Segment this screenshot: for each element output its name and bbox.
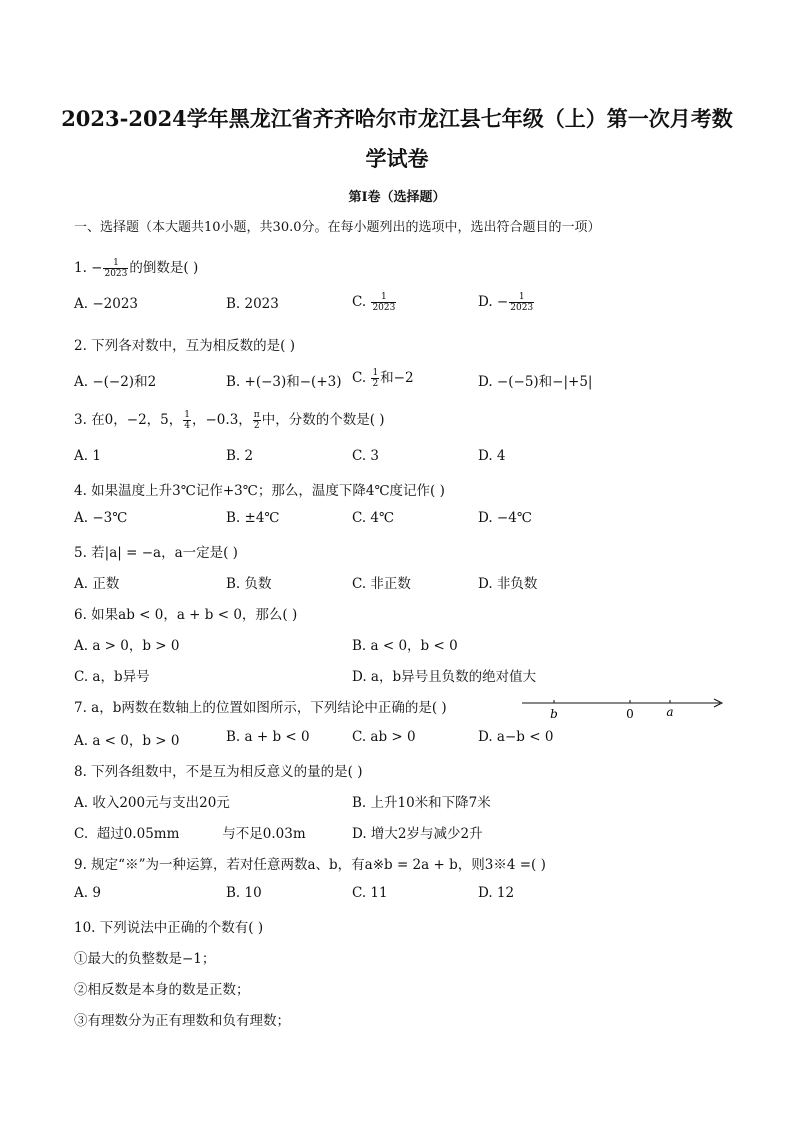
question-1: 1. − $\frac{1}{2023}$ 的倒数是( ) [74, 258, 199, 279]
question-3: 3. 在0，−2，5， $\frac{1}{4}$ ，−0.3， $\frac{\pi}{2}$ 中，分数的个数是( ) [74, 410, 385, 431]
q4-option-a[interactable]: A. −3℃ [74, 510, 128, 526]
q8-option-b[interactable]: B. 上升10米和下降7米 [352, 795, 491, 811]
q6-option-d[interactable]: D. a，b异号且负数的绝对值大 [352, 669, 537, 685]
q4-option-d[interactable]: D. −4℃ [478, 510, 532, 526]
q2-option-b[interactable]: B. +(−3)和−(+3) [226, 374, 342, 390]
q5-option-b[interactable]: B. 负数 [226, 576, 272, 592]
q3-option-a[interactable]: A. 1 [74, 448, 101, 464]
q1-option-d[interactable]: D. − $\frac{1}{2023}$ [478, 292, 534, 313]
q6-option-a[interactable]: A. a > 0，b > 0 [74, 638, 180, 654]
label-a: a [666, 705, 674, 719]
q10-statement-1: ①最大的负整数是−1； [74, 951, 216, 967]
q8-option-a[interactable]: A. 收入200元与支出20元 [74, 795, 230, 811]
q1-option-b[interactable]: B. 2023 [226, 296, 279, 312]
label-b: b [550, 707, 558, 721]
q3-option-c[interactable]: C. 3 [352, 448, 380, 464]
q7-option-a[interactable]: A. a < 0，b > 0 [74, 733, 180, 749]
q2-option-c[interactable]: C. $\frac{1}{2}$ 和−2 [352, 368, 414, 389]
q9-option-b[interactable]: B. 10 [226, 885, 262, 901]
question-8: 8. 下列各组数中，不是互为相反意义的量的是( ) [74, 764, 363, 780]
q6-option-c[interactable]: C. a，b异号 [74, 669, 150, 685]
q3-option-d[interactable]: D. 4 [478, 448, 506, 464]
q1-option-c[interactable]: C. $\frac{1}{2023}$ [352, 292, 396, 313]
question-6: 6. 如果ab < 0，a + b < 0，那么( ) [74, 607, 298, 623]
q5-option-c[interactable]: C. 非正数 [352, 576, 411, 592]
question-9: 9. 规定“※”为一种运算，若对任意两数a、b，有a※b = 2a + b，则3※4 =( ) [74, 857, 546, 873]
q7-option-b[interactable]: B. a + b < 0 [226, 729, 310, 745]
q9-option-d[interactable]: D. 12 [478, 885, 515, 901]
q4-option-c[interactable]: C. 4℃ [352, 510, 395, 526]
q9-option-c[interactable]: C. 11 [352, 885, 388, 901]
q10-statement-2: ②相反数是本身的数是正数； [74, 982, 250, 998]
page-title-line1: 2023-2024学年黑龙江省齐齐哈尔市龙江县七年级（上）第一次月考数 [61, 106, 733, 131]
question-7: 7. a，b两数在数轴上的位置如图所示，下列结论中正确的是( ) [74, 700, 447, 716]
q3-option-b[interactable]: B. 2 [226, 448, 254, 464]
q7-option-c[interactable]: C. ab > 0 [352, 729, 416, 745]
question-5: 5. 若|a| = −a，a一定是( ) [74, 545, 238, 561]
question-2: 2. 下列各对数中，互为相反数的是( ) [74, 338, 295, 354]
question-4: 4. 如果温度上升3℃记作+3℃；那么，温度下降4℃度记作( ) [74, 483, 445, 499]
q7-option-d[interactable]: D. a−b < 0 [478, 729, 554, 745]
q5-option-a[interactable]: A. 正数 [74, 576, 120, 592]
q8-option-d[interactable]: D. 增大2岁与减少2升 [352, 826, 483, 842]
q6-option-b[interactable]: B. a < 0，b < 0 [352, 638, 458, 654]
label-0: 0 [626, 707, 634, 721]
q10-statement-3: ③有理数分为正有理数和负有理数； [74, 1013, 290, 1029]
volume-heading: 第I卷（选择题） [348, 190, 446, 205]
q4-option-b[interactable]: B. ±4℃ [226, 510, 280, 526]
q2-option-a[interactable]: A. −(−2)和2 [74, 374, 157, 390]
q2-option-d[interactable]: D. −(−5)和−|+5| [478, 374, 593, 390]
question-10: 10. 下列说法中正确的个数有( ) [74, 920, 264, 936]
q8-option-c[interactable]: C. 超过0.05mm 与不足0.03m [74, 826, 306, 842]
page-title-line2: 学试卷 [365, 146, 429, 171]
q1-option-a[interactable]: A. −2023 [74, 296, 138, 312]
q5-option-d[interactable]: D. 非负数 [478, 576, 538, 592]
fraction: $\frac{1}{2023}$ [104, 258, 128, 279]
number-line-figure [520, 692, 730, 724]
q9-option-a[interactable]: A. 9 [74, 885, 101, 901]
section-heading: 一、选择题（本大题共10小题，共30.0分。在每小题列出的选项中，选出符合题目的一项） [74, 220, 601, 235]
